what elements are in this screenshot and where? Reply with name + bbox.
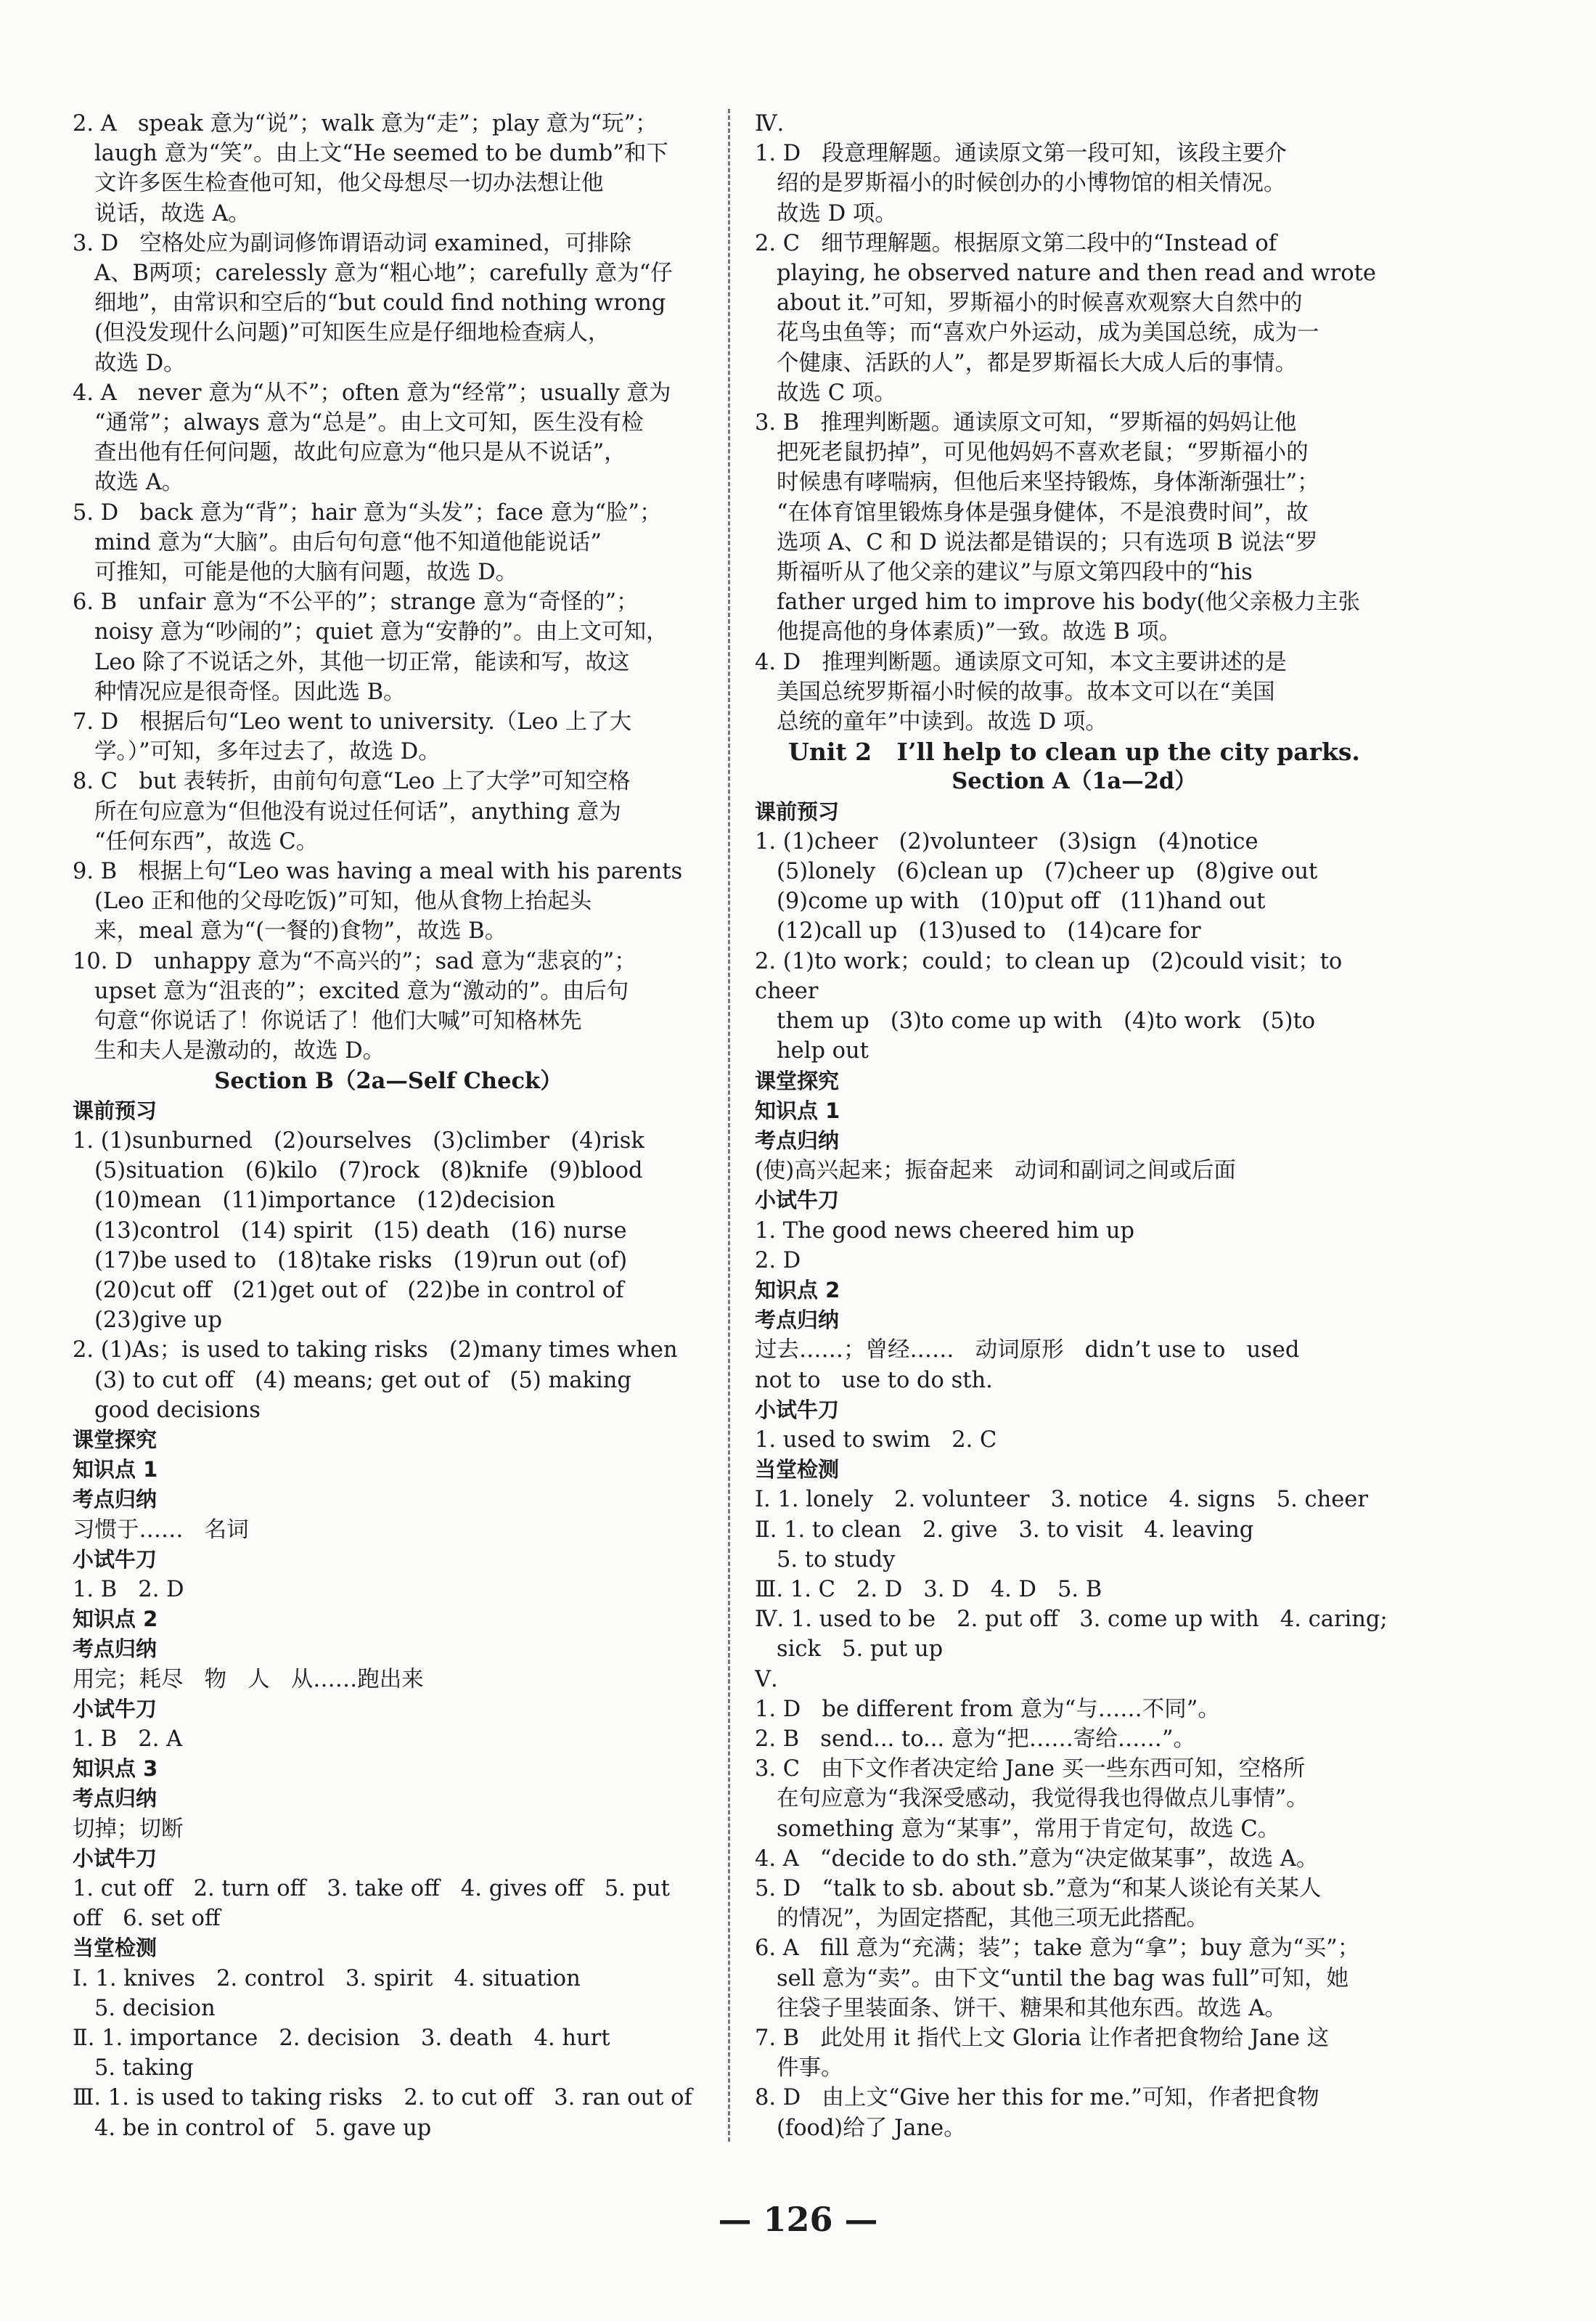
- answer-continuation: 往袋子里装面条、饼干、糖果和其他东西。故选 A。: [777, 1995, 1287, 2021]
- answer-continuation: them up (3)to come up with (4)to work (5)to: [777, 1008, 1316, 1035]
- answer-line: Ⅲ. 1. is used to taking risks 2. to cut off 3. ran out of: [73, 2085, 692, 2111]
- answer-line: 2. A speak 意为“说”；walk 意为“走”；play 意为“玩”；: [73, 111, 658, 136]
- answer-continuation: mind 意为“大脑”。由后句句意“他不知道他能说话”: [94, 529, 602, 555]
- answer-line: 6. A fill 意为“充满；装”；take 意为“拿”；buy 意为“买”；: [755, 1935, 1360, 1962]
- answer-line: 2. B send... to... 意为“把……寄给……”。: [755, 1726, 1195, 1752]
- answer-continuation: 文许多医生检查他可知，他父母想尽一切办法想让他: [94, 171, 604, 197]
- answer-continuation: (20)cut off (21)get out of (22)be in control of: [94, 1277, 624, 1303]
- section-heading: 当堂检测: [755, 1457, 840, 1482]
- answer-continuation: (9)come up with (10)put off (11)hand out: [777, 889, 1266, 915]
- text-line: 2. D: [755, 1247, 801, 1273]
- answer-continuation: something 意为“某事”，常用于肯定句，故选 C。: [777, 1816, 1280, 1842]
- answer-line: Ⅱ. 1. importance 2. decision 3. death 4. hurt: [73, 2026, 610, 2051]
- section-heading: 课堂探究: [755, 1068, 840, 1093]
- answer-continuation: 4. be in control of 5. gave up: [94, 2115, 432, 2141]
- text-line: Ⅴ.: [755, 1666, 778, 1692]
- answer-line: 1. (1)sunburned (2)ourselves (3)climber (4)risk: [73, 1127, 644, 1154]
- answer-line: 7. B 此处用 it 指代上文 Gloria 让作者把食物给 Jane 这: [755, 2026, 1330, 2051]
- answer-continuation: 故选 D。: [94, 350, 186, 376]
- answer-line: 1. D be different from 意为“与……不同”。: [755, 1696, 1220, 1722]
- answer-continuation: upset 意为“沮丧的”；excited 意为“激动的”。由后句: [94, 978, 629, 1004]
- answer-continuation: 所在句应意为“但他没有说过任何话”，anything 意为: [94, 799, 621, 825]
- answer-continuation: 故选 D 项。: [777, 200, 897, 227]
- answer-continuation: sell 意为“卖”。由下文“until the bag was full”可知，她: [777, 1965, 1349, 1991]
- answer-continuation: (17)be used to (18)take risks (19)run out (of): [94, 1247, 628, 1273]
- answer-continuation: 花鸟虫鱼等；而“喜欢户外运动，成为美国总统，成为一: [777, 320, 1319, 346]
- text-line: 用完；耗尽 物 人 从……跑出来: [73, 1666, 424, 1692]
- answer-line: 2. (1)to work；could；to clean up (2)could visit；to cheer: [755, 948, 1349, 1004]
- answer-continuation: Leo 除了不说话之外，其他一切正常，能读和写，故这: [94, 649, 630, 675]
- answer-continuation: 5. taking: [94, 2055, 194, 2081]
- section-title: Section B（2a—Self Check）: [214, 1067, 562, 1094]
- answer-line: 2. (1)As；is used to taking risks (2)many times when: [73, 1337, 678, 1363]
- answer-continuation: 查出他有任何问题，故此句应意为“他只是从不说话”，: [94, 440, 626, 466]
- text-line: 1. cut off 2. turn off 3. take off 4. gives off 5. put: [73, 1875, 670, 1901]
- answer-continuation: 句意“你说话了！你说话了！他们大喊”可知格林先: [94, 1008, 582, 1035]
- answer-continuation: 他提高他的身体素质)”一致。故选 B 项。: [777, 619, 1182, 645]
- section-heading: 课前预习: [73, 1098, 157, 1123]
- answer-continuation: “在体育馆里锻炼身体是强身健体，不是浪费时间”，故: [777, 499, 1309, 526]
- answer-continuation: good decisions: [94, 1397, 261, 1423]
- answer-line: 5. D back 意为“背”；hair 意为“头发”；face 意为“脸”；: [73, 499, 662, 526]
- column-divider: [728, 109, 730, 2142]
- text-line: 过去……；曾经…… 动词原形 didn’t use to used: [755, 1337, 1300, 1363]
- answer-continuation: 来，meal 意为“(一餐的)食物”，故选 B。: [94, 918, 507, 945]
- section-heading: 知识点 1: [755, 1098, 840, 1123]
- section-heading: 考点归纳: [73, 1786, 157, 1811]
- section-heading: 小试牛刀: [73, 1845, 157, 1871]
- answer-line: 3. D 空格处应为副词修饰谓语动词 examined，可排除: [73, 230, 631, 256]
- answer-continuation: (12)call up (13)used to (14)care for: [777, 918, 1201, 945]
- answer-line: Ⅳ. 1. used to be 2. put off 3. come up with 4. caring;: [755, 1607, 1388, 1633]
- answer-continuation: 的情况”，为固定搭配，其他三项无此搭配。: [777, 1906, 1209, 1932]
- section-heading: 课堂探究: [73, 1427, 157, 1452]
- answer-continuation: A、B两项；carelessly 意为“粗心地”；carefully 意为“仔: [94, 261, 673, 287]
- answer-continuation: 在句应意为“我深受感动，我觉得我也得做点儿事情”。: [777, 1786, 1309, 1812]
- text-line: 切掉；切断: [73, 1816, 184, 1842]
- answer-continuation: 故选 C 项。: [777, 380, 896, 406]
- answer-continuation: (13)control (14) spirit (15) death (16) nurse: [94, 1217, 627, 1244]
- answer-continuation: 时候患有哮喘病，但他后来坚持锻炼，身体渐渐强壮”；: [777, 470, 1319, 496]
- section-heading: 知识点 1: [73, 1457, 158, 1482]
- answer-continuation: (23)give up: [94, 1308, 223, 1334]
- answer-line: 4. D 推理判断题。通读原文可知，本文主要讲述的是: [755, 649, 1287, 675]
- answer-continuation: help out: [777, 1038, 869, 1064]
- text-line: 1. The good news cheered him up: [755, 1217, 1134, 1244]
- answer-line: 10. D unhappy 意为“不高兴的”；sad 意为“悲哀的”；: [73, 948, 637, 974]
- answer-continuation: 细地”，由常识和空后的“but could find nothing wrong: [94, 290, 666, 317]
- answer-continuation: father urged him to improve his body(他父亲极力主张: [777, 590, 1360, 616]
- text-line: Ⅳ.: [755, 111, 785, 136]
- text-line: 习惯于…… 名词: [73, 1517, 249, 1543]
- answer-line: 8. C but 表转折，由前句句意“Leo 上了大学”可知空格: [73, 769, 631, 795]
- answer-continuation: 5. decision: [94, 1995, 216, 2021]
- section-heading: 知识点 3: [73, 1756, 158, 1782]
- answer-continuation: 个健康、活跃的人”，都是罗斯福长大成人后的事情。: [777, 350, 1298, 376]
- text-line: not to use to do sth.: [755, 1367, 993, 1393]
- answer-continuation: 可推知，可能是他的大脑有问题，故选 D。: [94, 560, 518, 586]
- text-line: 1. used to swim 2. C: [755, 1427, 997, 1453]
- answer-line: 4. A “decide to do sth.”意为“决定做某事”，故选 A。: [755, 1845, 1319, 1872]
- answer-line: 2. C 细节理解题。根据原文第二段中的“Instead of: [755, 230, 1277, 256]
- answer-line: 9. B 根据上句“Leo was having a meal with his parents: [73, 859, 683, 885]
- answer-line: 1. (1)cheer (2)volunteer (3)sign (4)notice: [755, 828, 1259, 854]
- answer-continuation: “任何东西”，故选 C。: [94, 828, 319, 854]
- text-line: 1. B 2. A: [73, 1726, 183, 1752]
- answer-line: Ⅲ. 1. C 2. D 3. D 4. D 5. B: [755, 1576, 1102, 1602]
- answer-line: 7. D 根据后句“Leo went to university.（Leo 上了大: [73, 709, 632, 735]
- answer-line: 8. D 由上文“Give her this for me.”可知，作者把食物: [755, 2085, 1319, 2111]
- answer-continuation: playing, he observed nature and then read and wrote: [777, 261, 1376, 287]
- right-column: [755, 109, 1394, 2163]
- answer-continuation: 学。）”可知，多年过去了，故选 D。: [94, 739, 441, 765]
- text-line: off 6. set off: [73, 1906, 221, 1932]
- answer-line: 3. C 由下文作者决定给 Jane 买一些东西可知，空格所: [755, 1756, 1306, 1782]
- answer-continuation: sick 5. put up: [777, 1636, 944, 1663]
- answer-line: 5. D “talk to sb. about sb.”意为“和某人谈论有关某人: [755, 1875, 1322, 1901]
- answer-line: Ⅰ. 1. knives 2. control 3. spirit 4. situation: [73, 1965, 581, 1991]
- section-heading: 考点归纳: [73, 1487, 157, 1512]
- section-heading: 小试牛刀: [73, 1696, 157, 1721]
- answer-line: 3. B 推理判断题。通读原文可知，“罗斯福的妈妈让他: [755, 410, 1297, 436]
- answer-continuation: 生和夫人是激动的，故选 D。: [94, 1038, 385, 1064]
- answer-continuation: (10)mean (11)importance (12)decision: [94, 1188, 555, 1214]
- section-heading: 小试牛刀: [755, 1397, 840, 1422]
- answer-line: 1. D 段意理解题。通读原文第一段可知，该段主要介: [755, 141, 1287, 167]
- section-heading: 当堂检测: [73, 1935, 157, 1961]
- left-column: [73, 109, 704, 2163]
- answer-continuation: 美国总统罗斯福小时候的故事。故本文可以在“美国: [777, 679, 1275, 705]
- answer-continuation: (3) to cut off (4) means; get out of (5) making: [94, 1367, 631, 1393]
- text-line: (使)高兴起来；振奋起来 动词和副词之间或后面: [755, 1158, 1236, 1184]
- answer-continuation: 5. to study: [777, 1546, 896, 1573]
- answer-continuation: (但没发现什么问题)”可知医生应是仔细地检查病人，: [94, 320, 610, 346]
- section-heading: 小试牛刀: [755, 1188, 840, 1213]
- answer-continuation: “通常”；always 意为“总是”。由上文可知，医生没有检: [94, 410, 644, 436]
- answer-continuation: (5)situation (6)kilo (7)rock (8)knife (9)blood: [94, 1158, 643, 1184]
- answer-continuation: noisy 意为“吵闹的”；quiet 意为“安静的”。由上文可知，: [94, 619, 668, 645]
- answer-continuation: 件事。: [777, 2055, 843, 2081]
- answer-line: Ⅰ. 1. lonely 2. volunteer 3. notice 4. signs 5. cheer: [755, 1487, 1368, 1513]
- answer-continuation: about it.”可知，罗斯福小的时候喜欢观察大自然中的: [777, 290, 1303, 317]
- answer-continuation: laugh 意为“笑”。由上文“He seemed to be dumb”和下: [94, 141, 668, 167]
- answer-line: Ⅱ. 1. to clean 2. give 3. to visit 4. leaving: [755, 1517, 1254, 1543]
- unit-title: Unit 2 I’ll help to clean up the city parks.: [788, 738, 1360, 767]
- answer-continuation: 故选 A。: [94, 470, 184, 496]
- page-number: — 126 —: [718, 2200, 878, 2239]
- answer-line: 4. A never 意为“从不”；often 意为“经常”；usually 意为: [73, 380, 671, 406]
- section-heading: 知识点 2: [73, 1607, 158, 1632]
- section-heading: 考点归纳: [755, 1308, 840, 1333]
- section-heading: 课前预习: [755, 799, 840, 824]
- answer-continuation: 把死老鼠扔掉”，可见他妈妈不喜欢老鼠；“罗斯福小的: [777, 440, 1309, 466]
- answer-continuation: (Leo 正和他的父母吃饭)”可知，他从食物上抬起头: [94, 889, 592, 915]
- answer-continuation: 说话，故选 A。: [94, 200, 250, 227]
- answer-continuation: 种情况应是很奇怪。因此选 B。: [94, 679, 406, 705]
- section-heading: 考点归纳: [73, 1636, 157, 1662]
- section-heading: 小试牛刀: [73, 1546, 157, 1572]
- section-title: Section A（1a—2d）: [952, 768, 1197, 795]
- section-heading: 知识点 2: [755, 1277, 840, 1302]
- answer-continuation: (food)给了 Jane。: [777, 2115, 966, 2141]
- answer-continuation: 绍的是罗斯福小的时候创办的小博物馆的相关情况。: [777, 171, 1286, 197]
- answer-continuation: 选项 A、C 和 D 说法都是错误的；只有选项 B 说法“罗: [777, 529, 1318, 555]
- answer-line: 6. B unfair 意为“不公平的”；strange 意为“奇怪的”；: [73, 590, 639, 616]
- answer-continuation: 总统的童年”中读到。故选 D 项。: [777, 709, 1108, 735]
- answer-continuation: 斯福听从了他父亲的建议”与原文第四段中的“his: [777, 560, 1253, 586]
- text-line: 1. B 2. D: [73, 1576, 184, 1602]
- answer-continuation: (5)lonely (6)clean up (7)cheer up (8)give out: [777, 859, 1318, 885]
- section-heading: 考点归纳: [755, 1127, 840, 1153]
